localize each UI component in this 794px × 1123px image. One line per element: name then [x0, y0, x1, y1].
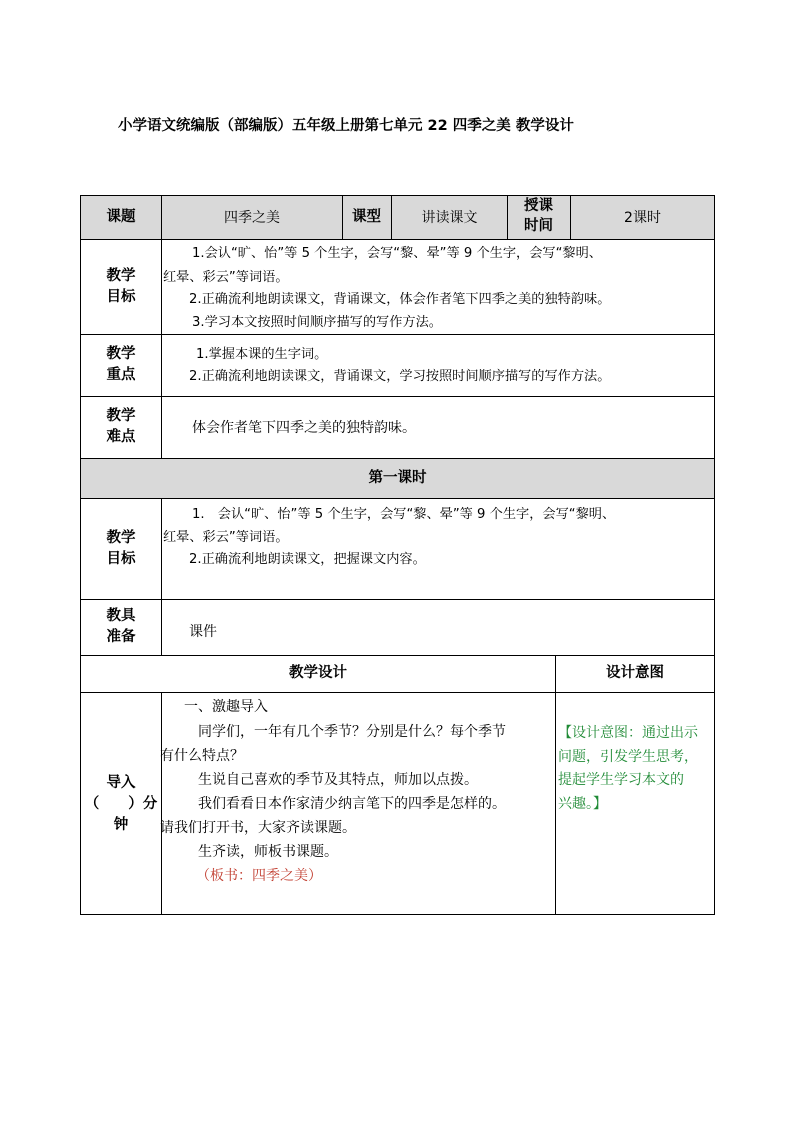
grid-line: [161, 195, 162, 459]
time-label: [507, 196, 570, 236]
time-value: 2课时: [624, 210, 661, 226]
grid-line: [161, 498, 162, 656]
lesson-objectives-line: 1. 会认“旷、怡”等 5 个生字，会写“黎、晕”等 9 个生字，会写“黎明、: [192, 507, 616, 522]
intent-line: 提起学生学习本文的: [558, 772, 684, 788]
objectives-line: 3.学习本文按照时间顺序描写的写作方法。: [192, 315, 442, 330]
design-intent-note: [558, 722, 716, 816]
intro-label: [81, 773, 161, 836]
intent-line: 兴趣。】: [558, 795, 607, 812]
label-line: 目标: [106, 289, 136, 305]
label-line: 教学: [106, 408, 136, 424]
key-points-label: [81, 344, 161, 386]
label-line: 准备: [106, 629, 136, 645]
label-line: 钟: [113, 817, 129, 833]
materials-label: [81, 606, 161, 648]
intro-line: 有什么特点？: [160, 748, 244, 764]
grid-line: [80, 599, 715, 600]
board-note: （板书：四季之美）: [196, 868, 322, 884]
design-label: 教学设计: [289, 665, 347, 681]
lesson-objectives-line: 红晕、彩云”等词语。: [163, 530, 289, 545]
intro-line: 生说自己喜欢的季节及其特点，师加以点拨。: [198, 772, 478, 788]
grid-line: [80, 655, 715, 656]
intent-label: 设计意图: [606, 665, 664, 681]
key-points-line: 2.正确流利地朗读课文，背诵课文，学习按照时间顺序描写的写作方法。: [189, 369, 611, 384]
topic-value: 四季之美: [224, 210, 280, 226]
grid-line: [80, 239, 715, 240]
label-line: （ ）分: [84, 796, 158, 812]
label-line: 导入: [106, 775, 136, 791]
label-line: 教学: [106, 268, 136, 284]
materials-value: 课件: [189, 624, 217, 640]
lesson-objectives-label: [81, 528, 161, 570]
difficulties-line: 体会作者笔下四季之美的独特韵味。: [192, 420, 416, 436]
difficulties-label: [81, 406, 161, 448]
objectives-line: 2.正确流利地朗读课文，背诵课文，体会作者笔下四季之美的独特韵味。: [189, 292, 611, 307]
topic-label: 课题: [106, 209, 136, 225]
objectives-label: [81, 266, 161, 308]
grid-line: [80, 914, 715, 915]
intent-line: 问题，引发学生思考，: [558, 748, 698, 765]
label-line: 教学: [106, 530, 136, 546]
label-line: 难点: [106, 429, 136, 445]
time-label-line: 授课: [524, 198, 553, 214]
intent-line: 【设计意图：通过出示: [558, 725, 698, 741]
grid-line: [80, 498, 715, 499]
key-points-line: 1.掌握本课的生字词。: [196, 347, 328, 362]
type-value: 讲读课文: [421, 210, 478, 226]
intro-line: 请我们打开书，大家齐读课题。: [160, 820, 356, 836]
label-line: 目标: [106, 551, 136, 567]
grid-line: [80, 396, 715, 397]
grid-line: [80, 195, 715, 196]
grid-line: [80, 692, 715, 693]
lesson-one-heading: 第一课时: [368, 470, 427, 486]
lesson-objectives-line: 2.正确流利地朗读课文，把握课文内容。: [189, 552, 426, 567]
grid-line: [80, 458, 715, 459]
objectives-line: 红晕、彩云”等词语。: [163, 270, 289, 285]
intro-line: 生齐读，师板书课题。: [198, 844, 338, 860]
grid-line: [555, 655, 556, 915]
objectives-line: 1.会认“旷、怡”等 5 个生字，会写“黎、晕”等 9 个生字，会写“黎明、: [192, 246, 602, 261]
type-label: 课型: [352, 209, 381, 225]
grid-line: [161, 692, 162, 915]
label-line: 教学: [106, 346, 136, 362]
label-line: 教具: [106, 608, 136, 624]
intro-line: 同学们，一年有几个季节？分别是什么？每个季节: [198, 724, 506, 740]
grid-line: [80, 334, 715, 335]
label-line: 重点: [106, 367, 136, 383]
document-title: 小学语文统编版（部编版）五年级上册第七单元 22 四季之美 教学设计: [118, 118, 574, 134]
intro-line: 一、激趣导入: [184, 699, 268, 715]
time-label-line: 时间: [524, 218, 553, 234]
intro-line: 我们看看日本作家清少纳言笔下的四季是怎样的。: [198, 796, 506, 812]
